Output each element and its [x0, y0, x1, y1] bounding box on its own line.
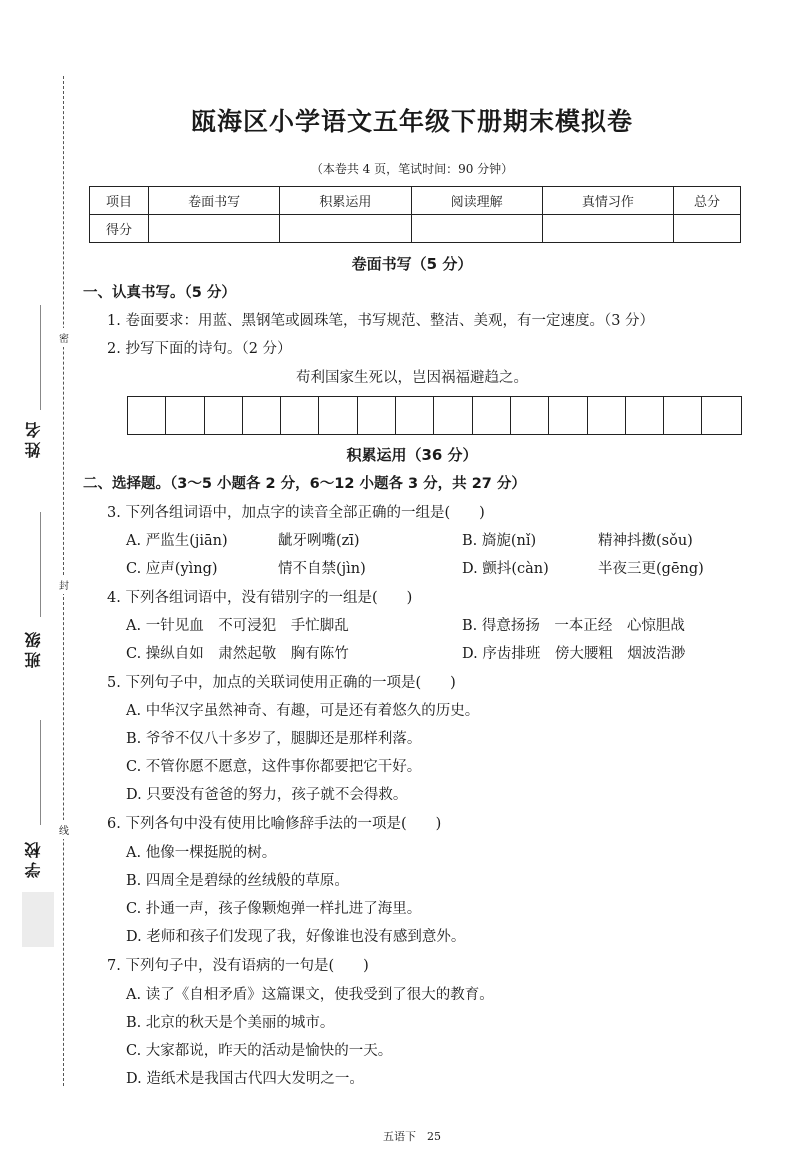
grid-cell[interactable] — [281, 397, 319, 434]
header-reading: 阅读理解 — [411, 187, 542, 215]
q3-option-c1: C. 应声(yìng) — [126, 561, 218, 577]
grid-cell[interactable] — [319, 397, 357, 434]
grid-cell[interactable] — [396, 397, 434, 434]
header-total: 总分 — [674, 187, 741, 215]
score-cell-composition[interactable] — [542, 215, 673, 243]
seal-mark-mi: 密 — [59, 328, 69, 347]
header-accumulate: 积累运用 — [280, 187, 411, 215]
class-label: 班级 — [24, 628, 43, 668]
grid-cell[interactable] — [434, 397, 472, 434]
page-footer: 五语下 25 — [383, 1130, 441, 1143]
q4-option-d: D. 序齿排班 傍大腰粗 烟波浩渺 — [462, 646, 686, 662]
q7-option-b: B. 北京的秋天是个美丽的城市。 — [126, 1015, 335, 1031]
question-3-stem: 3. 下列各组词语中，加点字的读音全部正确的一组是( ) — [107, 505, 485, 521]
q6-option-d: D. 老师和孩子们发现了我，好像谁也没有感到意外。 — [126, 929, 466, 945]
score-table-header-row — [90, 187, 741, 215]
question-1-item-1: 1. 卷面要求：用蓝、黑钢笔或圆珠笔，书写规范、整洁、美观，有一定速度。（3 分） — [107, 313, 655, 329]
school-write-line — [40, 720, 41, 825]
q7-option-c: C. 大家都说，昨天的活动是愉快的一天。 — [126, 1043, 393, 1059]
section-heading-writing: 卷面书写（5 分） — [351, 255, 473, 273]
header-composition: 真情习作 — [542, 187, 673, 215]
grid-cell[interactable] — [702, 397, 740, 434]
question-5-stem: 5. 下列句子中，加点的关联词使用正确的一项是( ) — [107, 675, 456, 691]
header-item: 项目 — [90, 187, 149, 215]
question-4-stem: 4. 下列各组词语中，没有错别字的一组是( ) — [107, 590, 413, 606]
q3-option-d2: 半夜三更(gēng) — [598, 561, 704, 577]
name-label: 姓名 — [24, 418, 43, 458]
score-cell-total[interactable] — [674, 215, 741, 243]
q5-option-c: C. 不管你愿不愿意，这件事你都要把它干好。 — [126, 759, 422, 775]
score-table — [89, 186, 741, 243]
grid-cell[interactable] — [128, 397, 166, 434]
grid-cell[interactable] — [549, 397, 587, 434]
question-1-title: 一、认真书写。（5 分） — [83, 285, 236, 301]
q4-option-c: C. 操纵自如 肃然起敬 胸有陈竹 — [126, 646, 349, 662]
score-cell-accumulate[interactable] — [280, 215, 411, 243]
q3-option-a1: A. 严监生(jiān) — [126, 533, 228, 549]
q3-option-a2: 龇牙咧嘴(zī) — [278, 533, 360, 549]
grid-cell[interactable] — [205, 397, 243, 434]
grid-cell[interactable] — [358, 397, 396, 434]
q6-option-b: B. 四周全是碧绿的丝绒般的草原。 — [126, 873, 349, 889]
q5-option-a: A. 中华汉字虽然神奇、有趣，可是还有着悠久的历史。 — [126, 703, 480, 719]
name-write-line — [40, 305, 41, 410]
question-2-title: 二、选择题。（3～5 小题各 2 分，6～12 小题各 3 分，共 27 分） — [83, 476, 526, 492]
grid-cell[interactable] — [588, 397, 626, 434]
q3-option-c2: 情不自禁(jìn) — [278, 561, 366, 577]
grid-cell[interactable] — [243, 397, 281, 434]
school-label: 学校 — [24, 838, 43, 878]
copy-writing-grid[interactable] — [127, 396, 742, 435]
score-table-score-row — [90, 215, 741, 243]
page-title: 瓯海区小学语文五年级下册期末模拟卷 — [190, 107, 633, 136]
grid-cell[interactable] — [626, 397, 664, 434]
score-cell-writing[interactable] — [149, 215, 280, 243]
class-write-line — [40, 512, 41, 617]
score-cell-reading[interactable] — [411, 215, 542, 243]
q5-option-b: B. 爷爷不仅八十多岁了，腿脚还是那样利落。 — [126, 731, 422, 747]
question-6-stem: 6. 下列各句中没有使用比喻修辞手法的一项是( ) — [107, 816, 442, 832]
q5-option-d: D. 只要没有爸爸的努力，孩子就不会得救。 — [126, 787, 408, 803]
q4-option-a: A. 一针见血 不可浸犯 手忙脚乱 — [126, 618, 349, 634]
question-7-stem: 7. 下列句子中，没有语病的一句是( ) — [107, 958, 369, 974]
side-shade — [22, 892, 54, 947]
grid-cell[interactable] — [664, 397, 702, 434]
header-writing: 卷面书写 — [149, 187, 280, 215]
section-heading-accumulate: 积累运用（36 分） — [346, 446, 478, 464]
seal-mark-feng: 封 — [59, 575, 69, 594]
q3-option-b1: B. 旖旎(nǐ) — [462, 533, 537, 549]
grid-cell[interactable] — [511, 397, 549, 434]
grid-cell[interactable] — [166, 397, 204, 434]
q7-option-d: D. 造纸术是我国古代四大发明之一。 — [126, 1071, 364, 1087]
question-1-item-2: 2. 抄写下面的诗句。（2 分） — [107, 341, 292, 357]
row-label-score: 得分 — [90, 215, 149, 243]
q6-option-a: A. 他像一棵挺脱的树。 — [126, 845, 277, 861]
poem-line: 苟利国家生死以，岂因祸福避趋之。 — [296, 370, 528, 386]
q3-option-b2: 精神抖擞(sǒu) — [598, 533, 693, 549]
q7-option-a: A. 读了《自相矛盾》这篇课文，使我受到了很大的教育。 — [126, 987, 494, 1003]
grid-cell[interactable] — [473, 397, 511, 434]
page-subtitle: （本卷共 4 页，笔试时间：90 分钟） — [310, 162, 514, 176]
q3-option-d1: D. 颤抖(càn) — [462, 561, 549, 577]
q4-option-b: B. 得意扬扬 一本正经 心惊胆战 — [462, 618, 685, 634]
q6-option-c: C. 扑通一声，孩子像颗炮弹一样扎进了海里。 — [126, 901, 422, 917]
seal-mark-xian: 线 — [59, 820, 69, 839]
